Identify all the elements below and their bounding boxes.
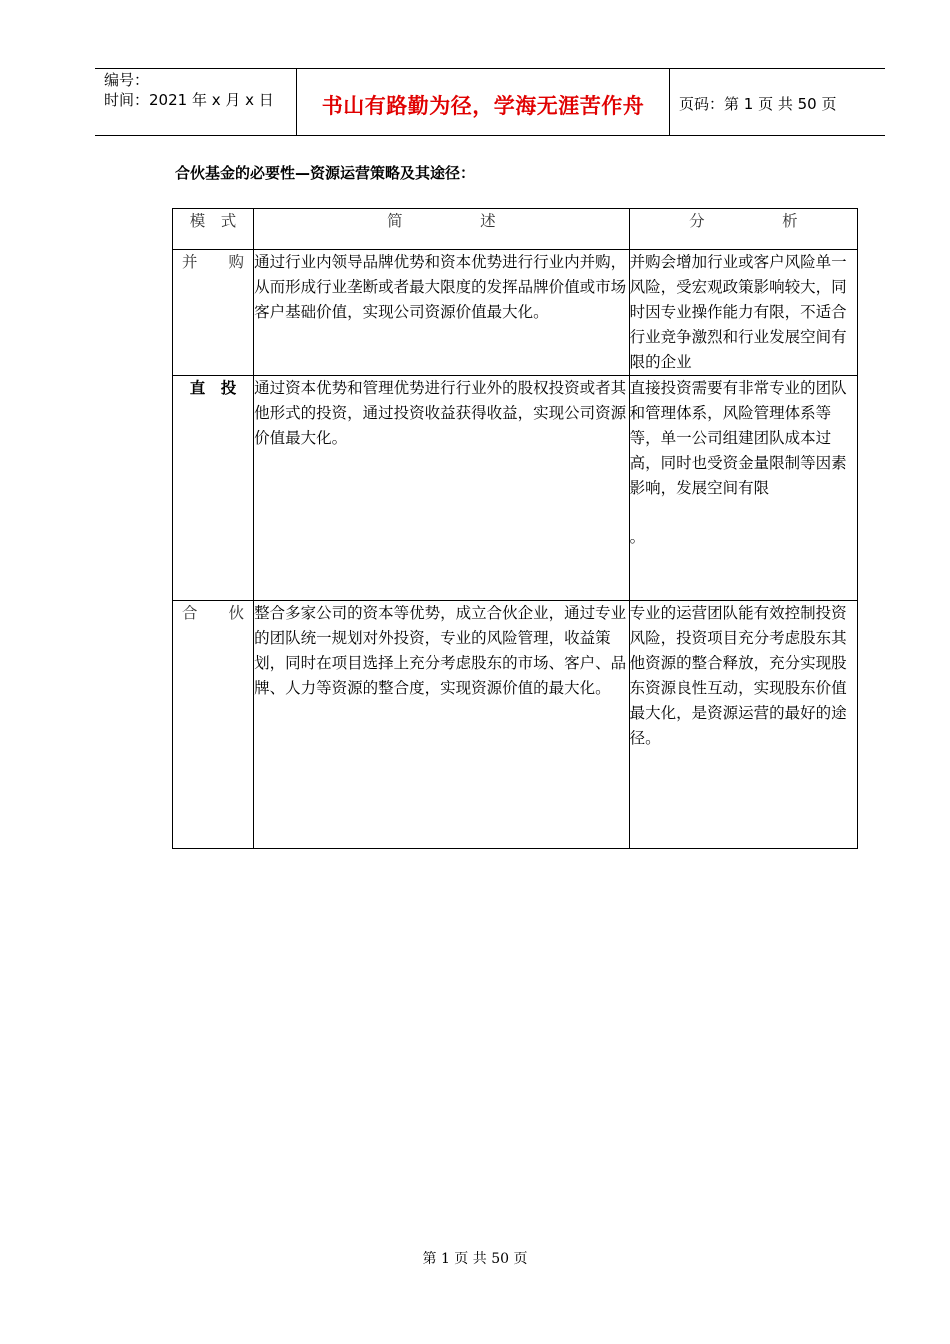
table-header-row [173,209,858,250]
mode-cell: 合 伙 [173,601,254,849]
analysis-cell: 并购会增加行业或客户风险单一风险，受宏观政策影响较大，同时因专业操作能力有限，不适合行业竞争激烈和行业发展空间有限的企业 [629,250,857,376]
header-meta [104,70,274,110]
table-row-direct-investment [173,376,858,601]
strategy-table [172,208,858,849]
page-footer: 第 1 页 共 50 页 [422,1251,528,1267]
header-page-label: 页码：第 1 页 共 50 页 [679,95,837,113]
header-mode: 模 式 [173,209,254,250]
table-row-merger [173,250,858,376]
analysis-trailing-mark: 。 [629,528,646,546]
analysis-cell: 专业的运营团队能有效控制投资风险，投资项目充分考虑股东其他资源的整合释放，充分实现股东资源良性互动，实现股东价值最大化，是资源运营的最好的途径。 [629,601,857,849]
header-bottom-rule [95,135,885,136]
document-code-label: 编号： [104,71,150,89]
document-title: 合伙基金的必要性—资源运营策略及其途径： [175,164,476,182]
header-divider-right [669,69,670,136]
header-top-rule [95,68,885,69]
header-analysis: 分 析 [629,209,857,250]
analysis-cell [629,376,857,601]
header-description: 简 述 [254,209,630,250]
mode-cell: 并 购 [173,250,254,376]
mode-cell: 直 投 [173,376,254,601]
description-cell: 通过行业内领导品牌优势和资本优势进行行业内并购，从而形成行业垄断或者最大限度的发挥品牌价值或市场客户基础价值，实现公司资源价值最大化。 [254,250,630,376]
table-row-partnership [173,601,858,849]
analysis-text: 直接投资需要有非常专业的团队和管理体系，风险管理体系等等，单一公司组建团队成本过高，同时也受资金量限制等因素影响，发展空间有限 [629,379,847,497]
header-slogan: 书山有路勤为径，学海无涯苦作舟 [321,94,645,118]
description-cell: 整合多家公司的资本等优势，成立合伙企业，通过专业的团队统一规划对外投资，专业的风险管理，收益策划，同时在项目选择上充分考虑股东的市场、客户、品牌、人力等资源的整合度，实现资源价值的最大化。 [254,601,630,849]
description-cell: 通过资本优势和管理优势进行行业外的股权投资或者其他形式的投资，通过投资收益获得收益，实现公司资源价值最大化。 [254,376,630,601]
document-time-label: 时间：2021 年 x 月 x 日 [104,91,274,109]
